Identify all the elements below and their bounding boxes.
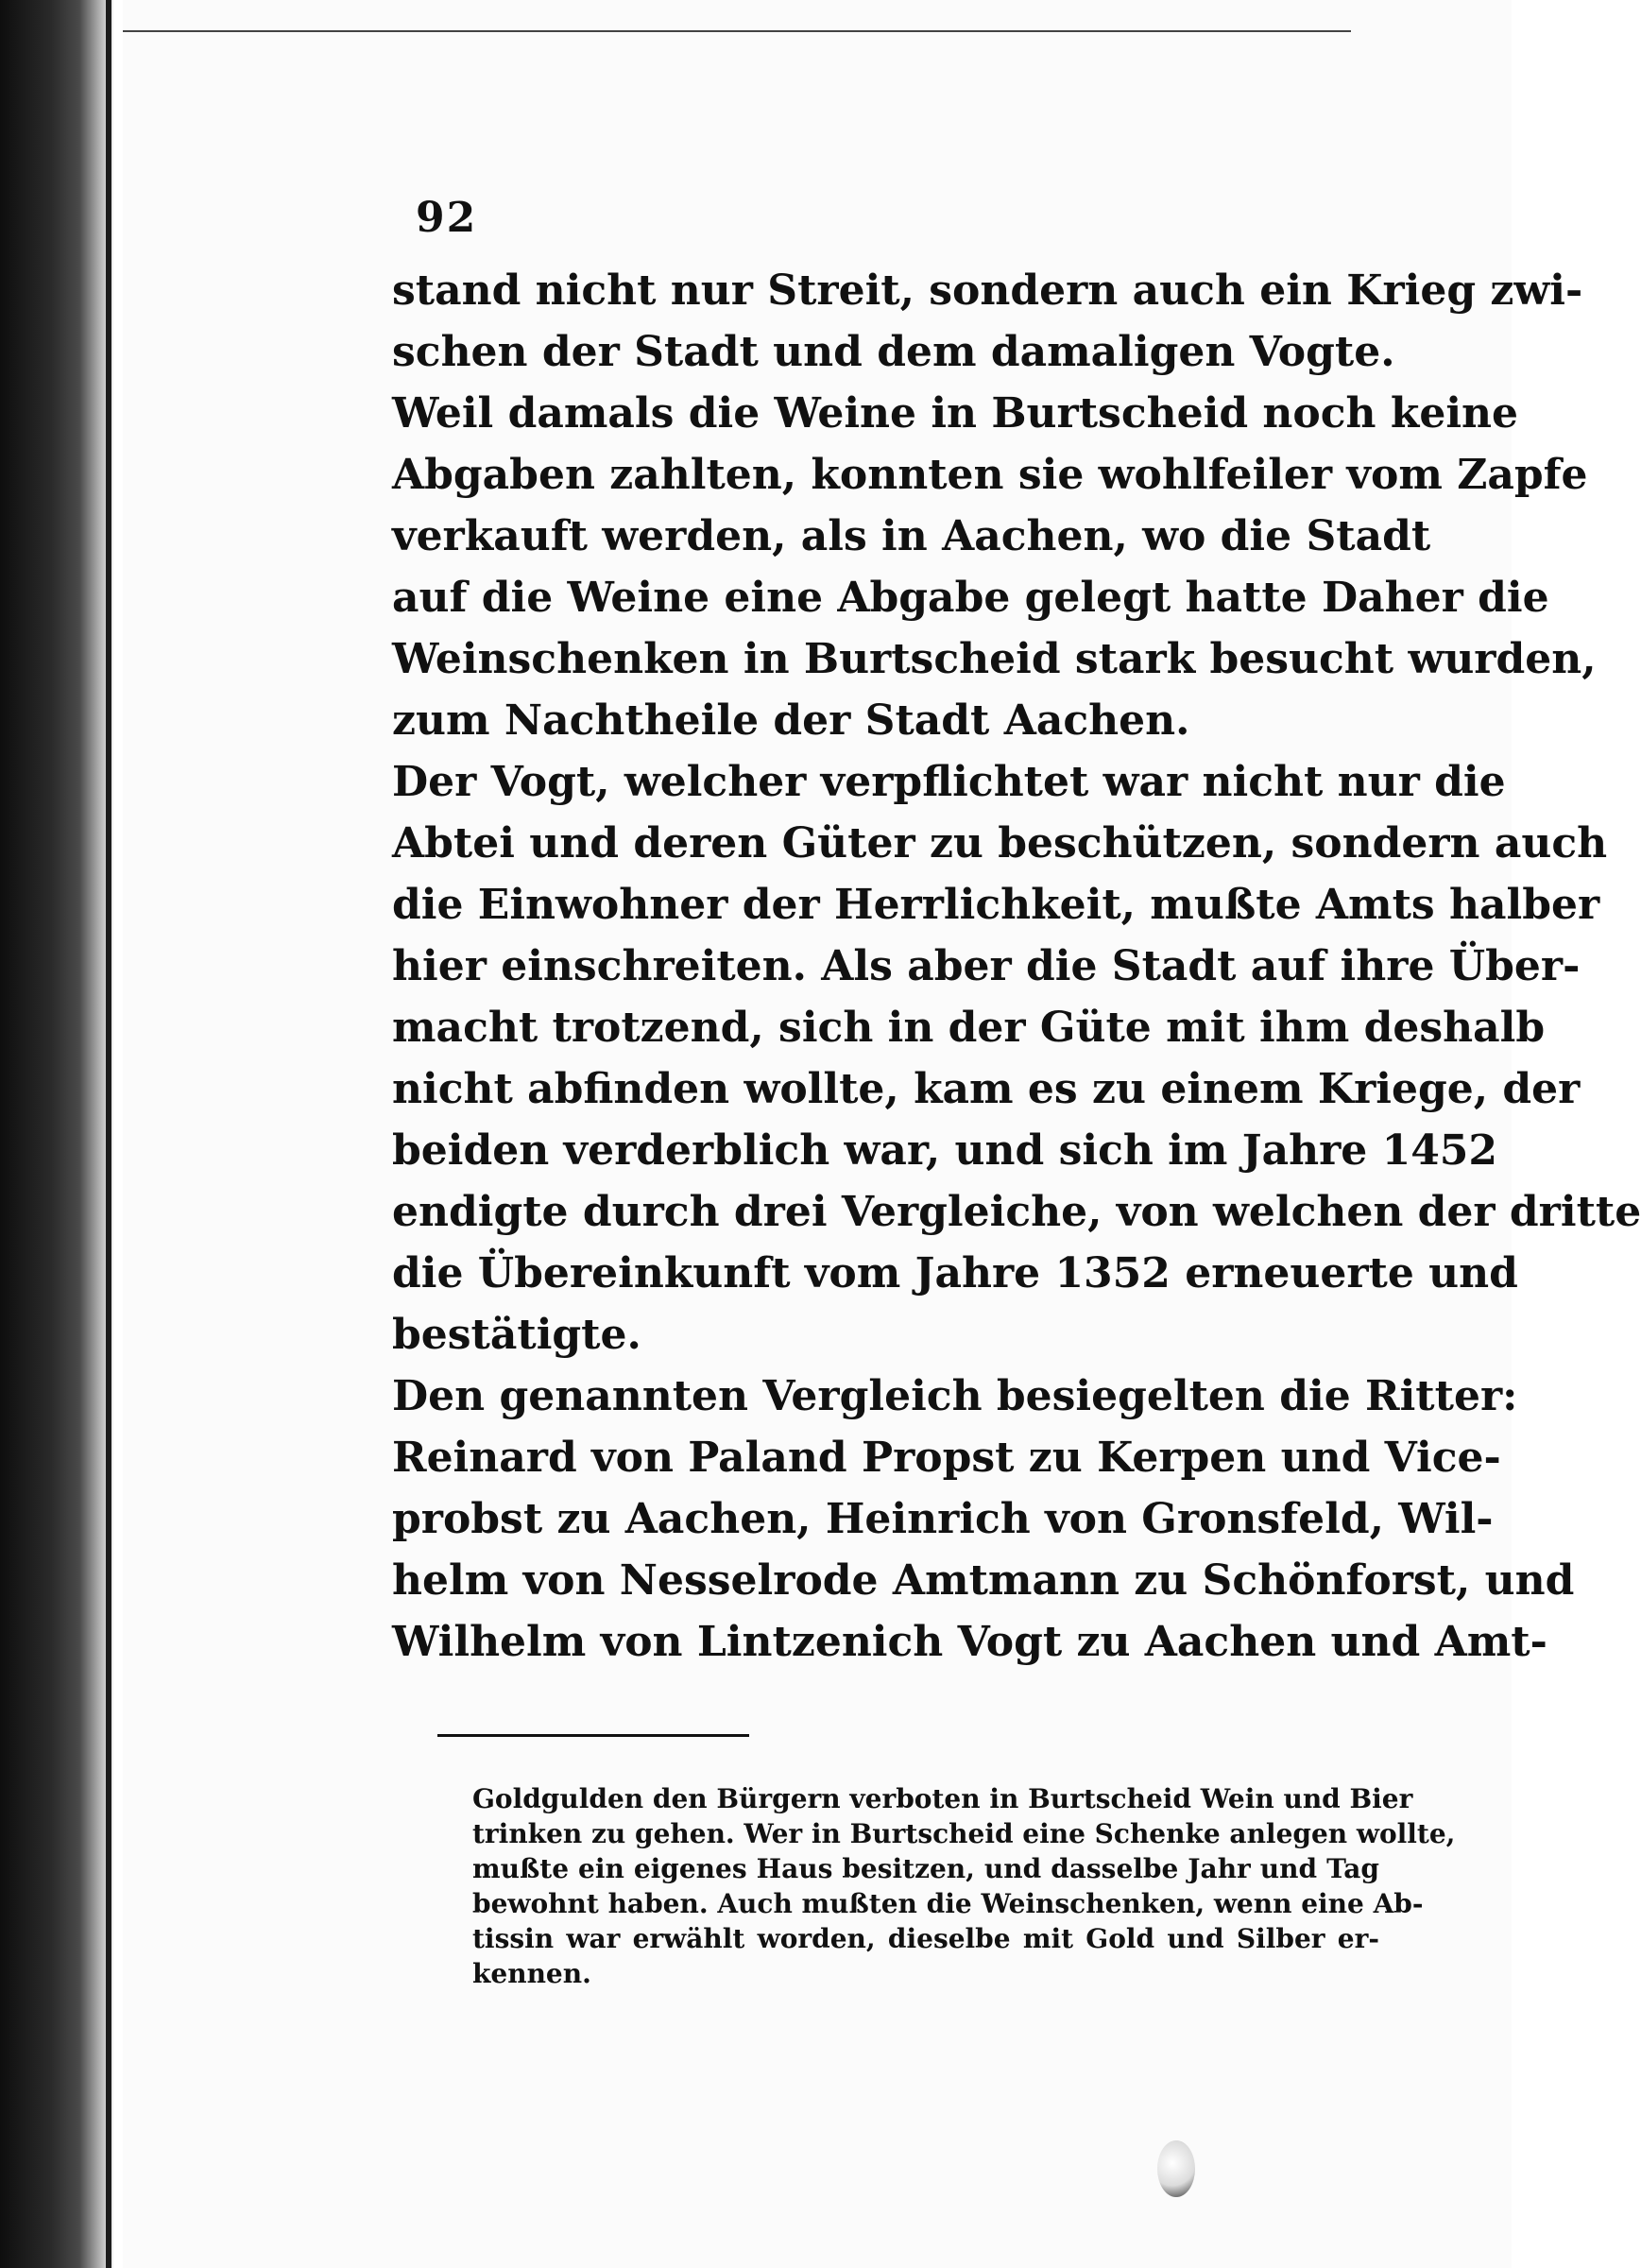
text-line: Abgaben zahlten, konnten sie wohlfeiler vom Zapfe	[392, 451, 1588, 499]
text-line: verkauft werden, als in Aachen, wo die Stadt	[392, 512, 1431, 560]
text-line: Der Vogt, welcher verpflichtet war nicht nur die	[392, 758, 1506, 806]
page-top-edge	[123, 30, 1351, 32]
book-binding-edge	[106, 0, 111, 2268]
footnote-line: Goldgulden den Bürgern verboten in Burtscheid Wein und Bier	[472, 1783, 1413, 1814]
text-line: nicht abfinden wollte, kam es zu einem Kriege, der	[392, 1065, 1581, 1113]
footnote	[472, 1781, 1456, 1991]
text-line: probst zu Aachen, Heinrich von Gronsfeld, Wil-	[392, 1495, 1494, 1543]
book-binding-shadow	[0, 0, 113, 2268]
footnote-separator	[437, 1734, 749, 1737]
text-line: stand nicht nur Streit, sondern auch ein Krieg zwi-	[392, 266, 1583, 315]
text-line: Weil damals die Weine in Burtscheid noch keine	[392, 389, 1519, 438]
page-number: 92	[416, 194, 478, 242]
text-line: endigte durch drei Vergleiche, von welchen der dritte	[392, 1188, 1641, 1236]
text-line: auf die Weine eine Abgabe gelegt hatte Daher die	[392, 574, 1549, 622]
text-line: die Übereinkunft vom Jahre 1352 erneuerte und	[392, 1249, 1518, 1297]
footnote-line: trinken zu gehen. Wer in Burtscheid eine Schenke anlegen wollte,	[472, 1818, 1456, 1849]
text-line: hier einschreiten. Als aber die Stadt auf ihre Über-	[392, 942, 1581, 990]
text-line: beiden verderblich war, und sich im Jahre 1452	[392, 1126, 1498, 1175]
text-line: bestätigte.	[392, 1311, 641, 1359]
text-line: Abtei und deren Güter zu beschützen, sondern auch	[392, 819, 1608, 868]
footnote-line: bewohnt haben. Auch mußten die Weinschenken, wenn eine Ab-	[472, 1888, 1424, 1919]
footnote-line: tissin war erwählt worden, dieselbe mit Gold und Silber er-	[472, 1923, 1379, 1954]
main-text	[392, 260, 1641, 1673]
text-line: zum Nachtheile der Stadt Aachen.	[392, 696, 1190, 745]
text-line: Weinschenken in Burtscheid stark besucht wurden,	[392, 635, 1597, 683]
footnote-line: kennen.	[472, 1958, 591, 1989]
text-line: Den genannten Vergleich besiegelten die Ritter:	[392, 1372, 1518, 1420]
footnote-line: mußte ein eigenes Haus besitzen, und dasselbe Jahr und Tag	[472, 1853, 1379, 1884]
text-line: Wilhelm von Lintzenich Vogt zu Aachen und Amt-	[392, 1618, 1547, 1666]
text-line: die Einwohner der Herrlichkeit, mußte Amts halber	[392, 881, 1600, 929]
text-line: macht trotzend, sich in der Güte mit ihm deshalb	[392, 1004, 1546, 1052]
text-line: Reinard von Paland Propst zu Kerpen und Vice-	[392, 1434, 1501, 1482]
text-line: helm von Nesselrode Amtmann zu Schönforst, und	[392, 1556, 1575, 1605]
ink-blot	[1157, 2140, 1195, 2197]
text-line: schen der Stadt und dem damaligen Vogte.	[392, 328, 1395, 376]
